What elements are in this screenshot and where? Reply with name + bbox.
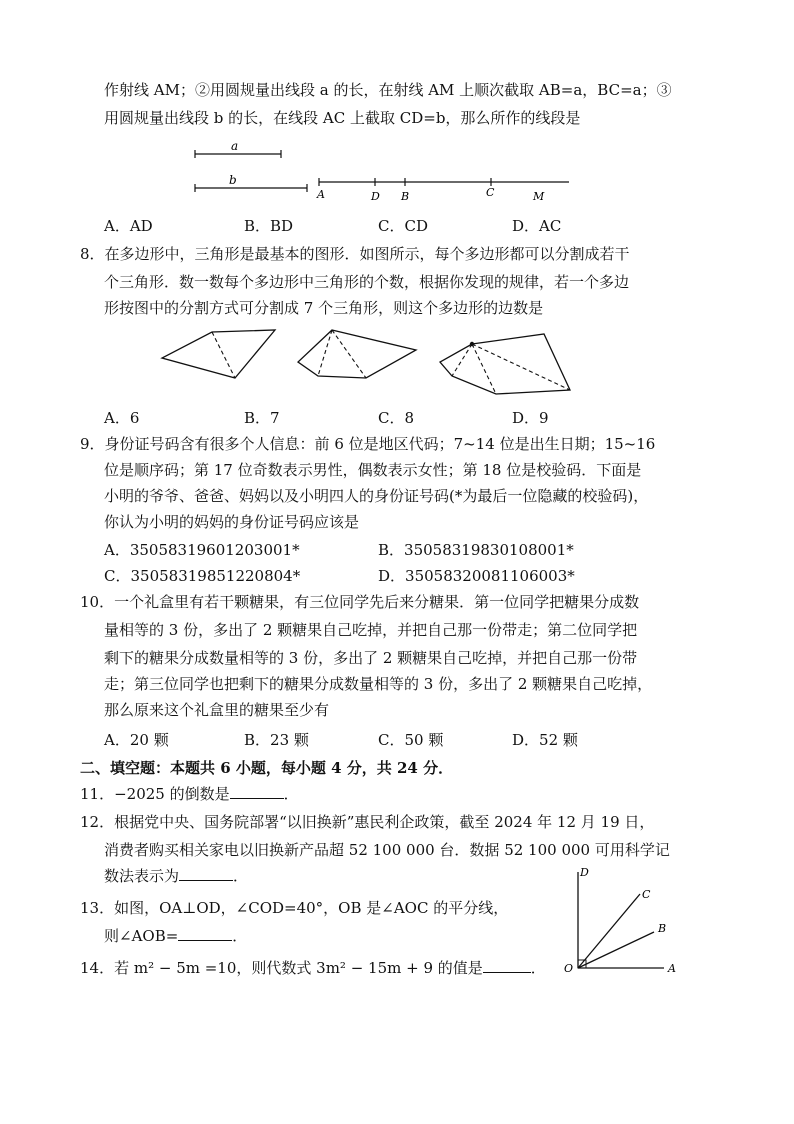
q11-text: 11．−2025 的倒数是 bbox=[80, 785, 230, 803]
q13-line2: 则∠AOB= ． bbox=[104, 927, 248, 945]
q12-answer-blank[interactable] bbox=[179, 866, 233, 881]
q14-answer-blank[interactable] bbox=[483, 958, 531, 973]
q7-option-c: C．CD bbox=[378, 217, 428, 235]
label-O: O bbox=[564, 962, 574, 975]
q10-option-d: D．52 颗 bbox=[512, 731, 578, 749]
q9-line2: 位是顺序码；第 17 位奇数表示男性，偶数表示女性；第 18 位是校验码．下面是 bbox=[104, 461, 642, 479]
label-A13: A bbox=[668, 962, 676, 975]
q7-line1: 作射线 AM；②用圆规量出线段 a 的长，在射线 AM 上顺次截取 AB=a，BC=a；③ bbox=[104, 81, 672, 99]
label-M: M bbox=[533, 190, 545, 203]
q12-line1: 12．根据党中央、国务院部署“以旧换新”惠民利企政策，截至 2024 年 12 月 19 日， bbox=[80, 813, 655, 831]
label-D13: D bbox=[580, 866, 589, 879]
q9-line3: 小明的爷爷、爸爸、妈妈以及小明四人的身份证号码(*为最后一位隐藏的校验码)， bbox=[104, 487, 649, 505]
q12-line3: 数法表示为 ． bbox=[104, 867, 249, 885]
q8-line2: 个三角形．数一数每个多边形中三角形的个数，根据你发现的规律，若一个多边 bbox=[104, 273, 630, 291]
q7-segment-figure bbox=[185, 136, 585, 206]
label-B: B bbox=[401, 190, 410, 203]
q7-option-a: A．AD bbox=[104, 217, 153, 235]
label-D: D bbox=[371, 190, 380, 203]
q8-line3: 形按图中的分割方式可分割成 7 个三角形，则这个多边形的边数是 bbox=[104, 299, 544, 317]
q7-option-b: B．BD bbox=[244, 217, 294, 235]
q10-option-c: C．50 颗 bbox=[378, 731, 444, 749]
label-a: a bbox=[231, 139, 239, 153]
q10-line2: 量相等的 3 份，多出了 2 颗糖果自己吃掉，并把自己那一份带走；第二位同学把 bbox=[104, 621, 638, 639]
q11: 11．−2025 的倒数是 ． bbox=[80, 785, 299, 803]
label-A: A bbox=[317, 188, 325, 201]
q9-line4: 你认为小明的妈妈的身份证号码应该是 bbox=[104, 513, 360, 531]
label-b: b bbox=[229, 173, 237, 187]
label-B13: B bbox=[658, 922, 667, 935]
q9-option-d: D．35058320081106003* bbox=[378, 567, 575, 585]
q14: 14．若 m² − 5m =10，则代数式 3m² − 15m + 9 的值是 ． bbox=[80, 959, 546, 977]
q8-option-c: C．8 bbox=[378, 409, 415, 427]
q7-option-d: D．AC bbox=[512, 217, 562, 235]
q10-line5: 那么原来这个礼盒里的糖果至少有 bbox=[104, 701, 330, 719]
q14-text: 14．若 m² − 5m =10，则代数式 3m² − 15m + 9 的值是 bbox=[80, 959, 483, 977]
q10-option-a: A．20 颗 bbox=[104, 731, 169, 749]
q9-option-b: B．35058319830108001* bbox=[378, 541, 574, 559]
label-C: C bbox=[486, 186, 495, 199]
q13-line1: 13．如图，OA⊥OD，∠COD=40°，OB 是∠AOC 的平分线， bbox=[80, 899, 509, 917]
q7-line2: 用圆规量出线段 b 的长，在线段 AC 上截取 CD=b，那么所作的线段是 bbox=[104, 109, 581, 127]
q8-option-a: A．6 bbox=[104, 409, 140, 427]
q11-answer-blank[interactable] bbox=[230, 784, 284, 799]
q9-option-c: C．35058319851220804* bbox=[104, 567, 301, 585]
q10-line3: 剩下的糖果分成数量相等的 3 份，多出了 2 颗糖果自己吃掉，并把自己那一份带 bbox=[104, 649, 638, 667]
q10-option-b: B．23 颗 bbox=[244, 731, 309, 749]
q12-line2: 消费者购买相关家电以旧换新产品超 52 100 000 台．数据 52 100 000 可用科学记 bbox=[104, 841, 670, 859]
q8-option-b: B．7 bbox=[244, 409, 280, 427]
q8-polygon-figure bbox=[150, 320, 590, 400]
q13-answer-blank[interactable] bbox=[178, 926, 232, 941]
q9-line1: 9．身份证号码含有很多个人信息：前 6 位是地区代码；7~14 位是出生日期；15~16 bbox=[80, 435, 656, 453]
label-C13: C bbox=[642, 888, 651, 901]
q8-line1: 8．在多边形中，三角形是最基本的图形．如图所示，每个多边形都可以分割成若干 bbox=[80, 245, 630, 263]
q10-line4: 走；第三位同学也把剩下的糖果分成数量相等的 3 份，多出了 2 颗糖果自己吃掉， bbox=[104, 675, 653, 693]
q9-option-a: A．35058319601203001* bbox=[104, 541, 300, 559]
q8-option-d: D．9 bbox=[512, 409, 549, 427]
q10-line1: 10．一个礼盒里有若干颗糖果，有三位同学先后来分糖果．第一位同学把糖果分成数 bbox=[80, 593, 640, 611]
q13-angle-figure bbox=[556, 862, 686, 982]
section-2-heading: 二、填空题：本题共 6 小题，每小题 4 分，共 24 分． bbox=[80, 759, 454, 777]
